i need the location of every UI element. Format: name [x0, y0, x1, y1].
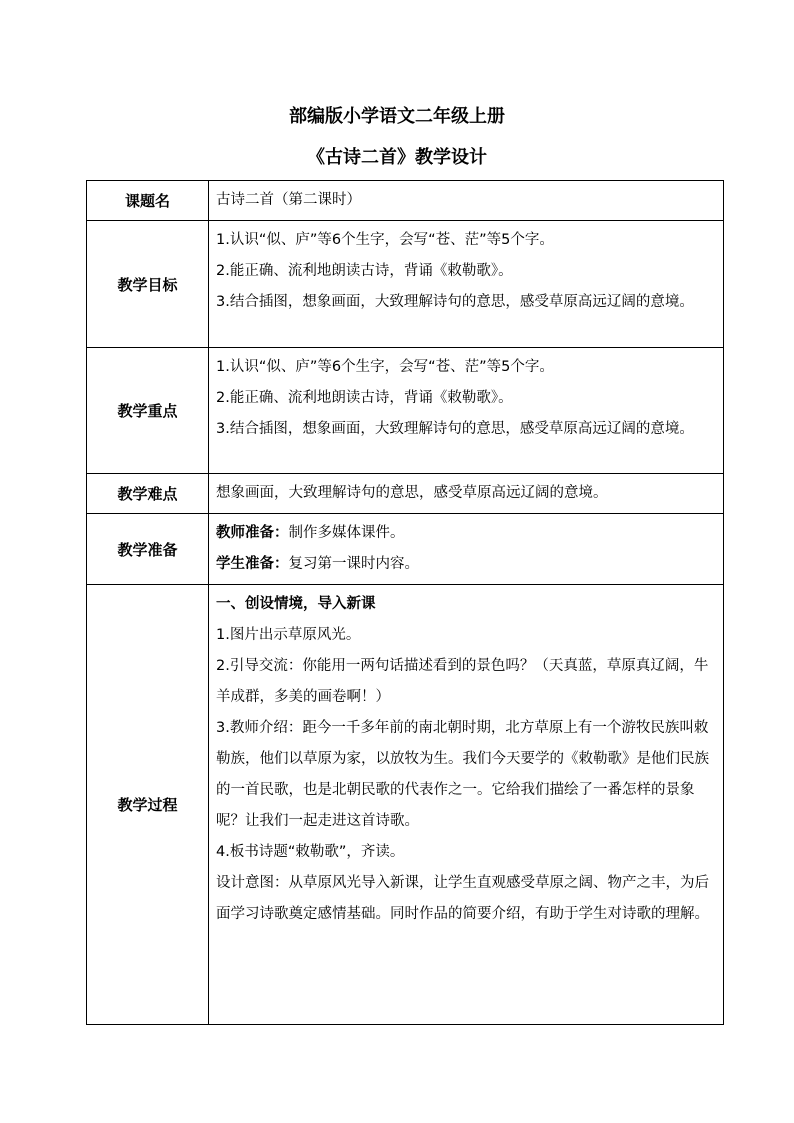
key-point-line: 2.能正确、流利地朗读古诗，背诵《敕勒歌》。 — [216, 390, 513, 406]
process-heading: 一、创设情境，导入新课 — [216, 596, 376, 612]
key-point-line: 1.认识“似、庐”等6个生字，会写“苍、茫”等5个字。 — [216, 359, 554, 375]
table-row-difficulties — [87, 474, 724, 514]
label-difficulties: 教学难点 — [87, 474, 209, 514]
process-line: 2.引导交流：你能用一两句话描述看到的景色吗？（天真蓝，草原真辽阔，牛羊成群，多美的画卷啊！） — [216, 658, 709, 705]
table-row-goals — [87, 221, 724, 348]
process-line: 1.图片出示草原风光。 — [216, 627, 361, 643]
label-preparation: 教学准备 — [87, 514, 209, 585]
label-key-points: 教学重点 — [87, 348, 209, 474]
document-subtitle: 《古诗二首》教学设计 — [307, 147, 487, 168]
goal-line: 3.结合插图，想象画面，大致理解诗句的意思，感受草原高远辽阔的意境。 — [216, 294, 694, 310]
process-line: 3.教师介绍：距今一千多年前的南北朝时期，北方草原上有一个游牧民族叫敕勒族，他们以草原为家，以放牧为生。我们今天要学的《敕勒歌》是他们民族的一首民歌，也是北朝民歌的代表作之一。它给我们描绘了一番怎样的景象呢？让我们一起走进这首诗歌。 — [216, 720, 709, 829]
student-preparation-lead: 学生准备： — [216, 556, 289, 572]
label-topic: 课题名 — [87, 181, 209, 221]
student-preparation — [216, 549, 717, 580]
topic-text: 古诗二首（第二课时） — [216, 192, 361, 208]
label-goals: 教学目标 — [87, 221, 209, 348]
teacher-preparation-lead: 教师准备： — [216, 525, 289, 541]
process-line: 设计意图：从草原风光导入新课，让学生直观感受草原之阔、物产之丰，为后面学习诗歌奠定感情基础。同时作品的简要介绍，有助于学生对诗歌的理解。 — [216, 875, 709, 922]
goal-line: 1.认识“似、庐”等6个生字，会写“苍、茫”等5个字。 — [216, 232, 554, 248]
teacher-preparation — [216, 518, 717, 549]
content-goals — [209, 221, 724, 348]
table-row-process — [87, 585, 724, 1025]
content-process — [209, 585, 724, 1025]
table-row-key-points — [87, 348, 724, 474]
content-preparation — [209, 514, 724, 585]
teacher-preparation-text: 制作多媒体课件。 — [288, 525, 405, 541]
student-preparation-text: 复习第一课时内容。 — [288, 556, 419, 572]
key-point-line: 3.结合插图，想象画面，大致理解诗句的意思，感受草原高远辽阔的意境。 — [216, 421, 694, 437]
process-line: 4.板书诗题“敕勒歌”，齐读。 — [216, 844, 405, 860]
content-difficulties — [209, 474, 724, 514]
table-row-topic — [87, 181, 724, 221]
goal-line: 2.能正确、流利地朗读古诗，背诵《敕勒歌》。 — [216, 263, 513, 279]
content-key-points — [209, 348, 724, 474]
content-topic — [209, 181, 724, 221]
label-process: 教学过程 — [87, 585, 209, 1025]
difficulties-text: 想象画面，大致理解诗句的意思，感受草原高远辽阔的意境。 — [216, 485, 608, 501]
lesson-plan-table — [86, 180, 724, 1025]
document-title: 部编版小学语文二年级上册 — [289, 106, 505, 127]
table-row-preparation — [87, 514, 724, 585]
